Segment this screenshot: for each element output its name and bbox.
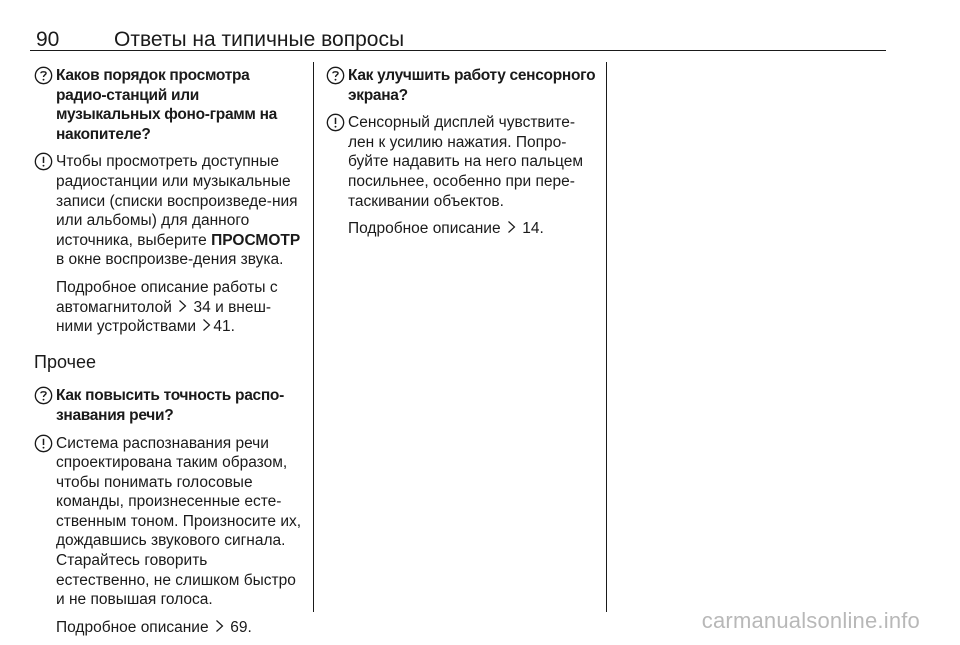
reference-paragraph	[34, 278, 302, 337]
question-block	[326, 66, 598, 105]
reference-text: и внеш-ними устройствами	[56, 298, 272, 336]
arrow-right-icon	[507, 220, 516, 234]
question-text: Как повысить точность распо-знавания речи?	[56, 387, 284, 424]
reference-text: Подробное описание	[348, 220, 501, 238]
exclamation-circle-icon	[326, 113, 345, 132]
column-middle	[326, 66, 598, 247]
question-circle-icon	[34, 386, 53, 405]
section-heading: Прочее	[34, 351, 96, 372]
column-left	[34, 66, 302, 645]
reference-paragraph	[34, 618, 302, 638]
arrow-right-icon	[215, 619, 224, 633]
page-number: 90	[36, 28, 60, 51]
question-block	[34, 386, 302, 425]
column-divider	[313, 62, 314, 612]
reference-text: Подробное описание работы с автомагнитолой	[56, 278, 278, 316]
answer-block	[34, 434, 302, 610]
question-block	[34, 66, 302, 144]
reference-text: Подробное описание	[56, 618, 209, 636]
answer-text: Сенсорный дисплей чувствите-лен к усилию нажатия. Попро-буйте надавить на него пальцем посильнее, особенно при пере-таскивании объектов.	[348, 114, 584, 210]
column-divider	[606, 62, 607, 612]
question-circle-icon	[34, 66, 53, 85]
exclamation-circle-icon	[34, 152, 53, 171]
page-header	[30, 22, 886, 51]
question-circle-icon	[326, 66, 345, 85]
page-reference[interactable]: 14	[522, 220, 540, 238]
punctuation: .	[230, 318, 235, 336]
answer-text: в окне воспроизве-дения звука.	[56, 251, 284, 269]
arrow-right-icon	[202, 318, 211, 332]
exclamation-circle-icon	[34, 434, 53, 453]
watermark: carmanualsonline.info	[701, 608, 920, 633]
question-text: Как улучшить работу сенсорного экрана?	[348, 67, 596, 104]
punctuation: .	[539, 220, 544, 238]
menu-item-name: ПРОСМОТР	[211, 231, 301, 249]
answer-block	[34, 152, 302, 270]
page-title: Ответы на типичные вопросы	[114, 28, 405, 51]
answer-block	[326, 113, 598, 211]
answer-text: Система распознавания речи спроектирована таким образом, чтобы понимать голосовые команды, произнесенные есте-ственным тоном. Произносите их, дождавшись звукового сигнала. Старайтесь говорить естественно, не слишком быстро и не повышая голоса.	[56, 434, 302, 609]
question-text: Каков порядок просмотра радио-станций или музыкальных фоно-грамм на накопителе?	[56, 67, 277, 143]
answer-text: Чтобы просмотреть доступные радиостанции или музыкальные записи (списки воспроизведе-ния или альбомы) для данного источника, выберите	[56, 153, 298, 249]
reference-paragraph	[326, 219, 598, 239]
arrow-right-icon	[178, 299, 187, 313]
page-reference[interactable]: 69	[230, 618, 248, 636]
page-reference[interactable]: 34	[193, 298, 211, 316]
page-reference[interactable]: 41	[213, 318, 231, 336]
punctuation: .	[247, 618, 252, 636]
